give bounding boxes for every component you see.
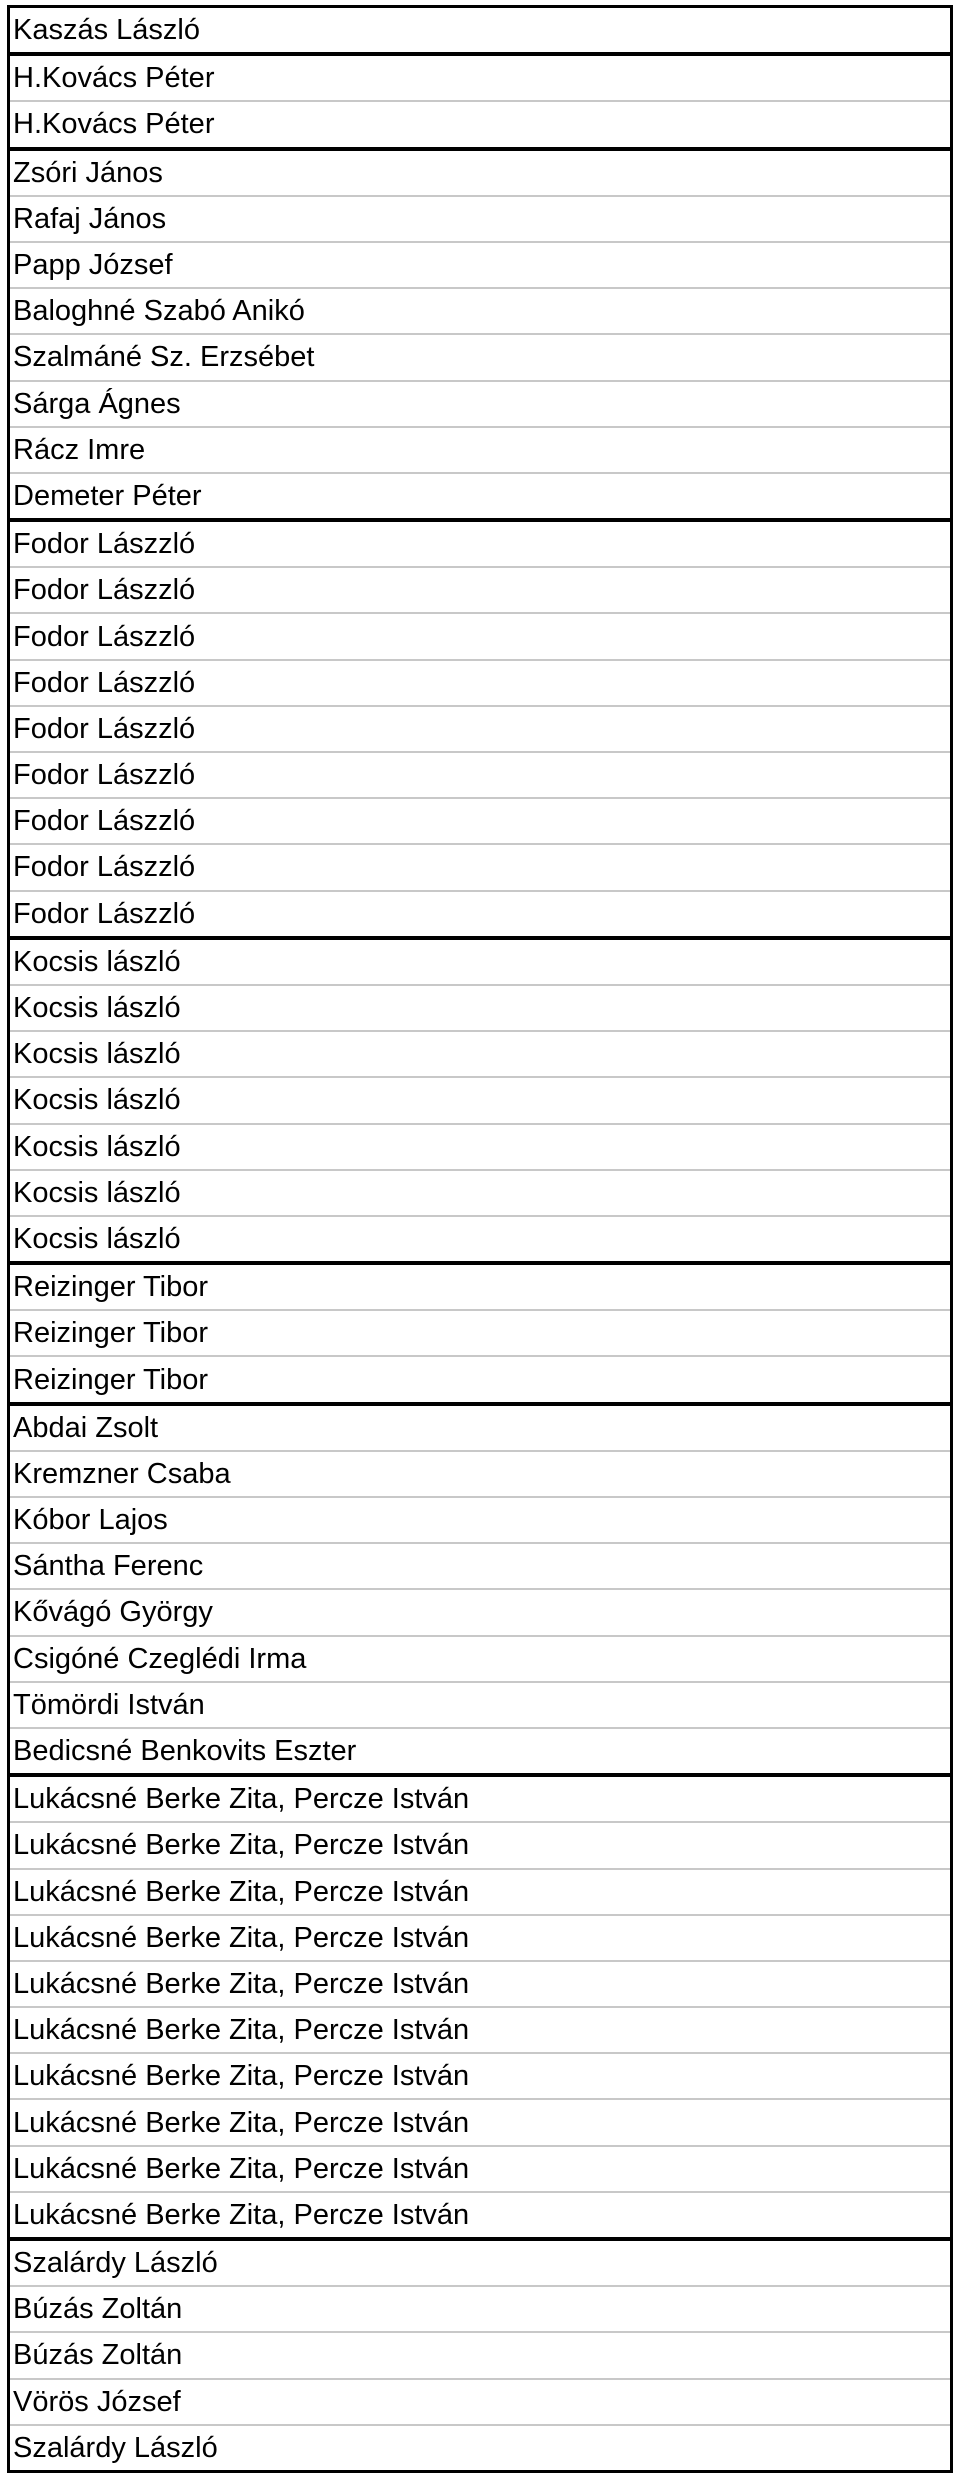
table-row (9, 1263, 952, 1310)
name-cell[interactable]: H.Kovács Péter (9, 54, 952, 101)
table-row (9, 1775, 952, 1822)
name-cell[interactable]: Kocsis lászló (9, 985, 952, 1031)
name-cell[interactable]: Szalmáné Sz. Erzsébet (9, 334, 952, 380)
table-row (9, 196, 952, 242)
table-row (9, 1543, 952, 1589)
name-cell[interactable]: Sárga Ágnes (9, 381, 952, 427)
name-cell[interactable]: Kocsis lászló (9, 1124, 952, 1170)
name-cell[interactable]: Szalárdy László (9, 2239, 952, 2286)
name-cell[interactable]: Lukácsné Berke Zita, Percze István (9, 1775, 952, 1822)
name-cell[interactable]: Csigóné Czeglédi Irma (9, 1636, 952, 1682)
table-row (9, 149, 952, 196)
table-row (9, 1869, 952, 1915)
table-row (9, 2286, 952, 2332)
table-row (9, 844, 952, 890)
table-row (9, 2146, 952, 2192)
name-cell[interactable]: Kocsis lászló (9, 1031, 952, 1077)
table-row (9, 706, 952, 752)
table-row (9, 1404, 952, 1451)
name-cell[interactable]: Zsóri János (9, 149, 952, 196)
table-row (9, 1356, 952, 1403)
name-cell[interactable]: Kővágó György (9, 1589, 952, 1635)
name-cell[interactable]: Abdai Zsolt (9, 1404, 952, 1451)
name-cell[interactable]: Kocsis lászló (9, 1216, 952, 1263)
table-row (9, 1124, 952, 1170)
name-cell[interactable]: Búzás Zoltán (9, 2332, 952, 2378)
name-cell[interactable]: Kocsis lászló (9, 1077, 952, 1123)
table-row (9, 1961, 952, 2007)
names-table-body (9, 7, 952, 2472)
name-cell[interactable]: Lukácsné Berke Zita, Percze István (9, 2146, 952, 2192)
name-cell[interactable]: Lukácsné Berke Zita, Percze István (9, 2192, 952, 2239)
name-cell[interactable]: H.Kovács Péter (9, 101, 952, 148)
table-row (9, 938, 952, 985)
table-row (9, 1216, 952, 1263)
table-row (9, 1915, 952, 1961)
name-cell[interactable]: Lukácsné Berke Zita, Percze István (9, 1822, 952, 1868)
table-row (9, 613, 952, 659)
table-row (9, 1728, 952, 1775)
name-cell[interactable]: Fodor Lászzló (9, 752, 952, 798)
table-row (9, 1822, 952, 1868)
name-cell[interactable]: Rácz Imre (9, 427, 952, 473)
table-row (9, 2192, 952, 2239)
table-row (9, 2007, 952, 2053)
table-row (9, 2425, 952, 2472)
name-cell[interactable]: Tömördi István (9, 1682, 952, 1728)
name-cell[interactable]: Fodor Lászzló (9, 613, 952, 659)
table-row (9, 7, 952, 55)
table-row (9, 381, 952, 427)
table-row (9, 1682, 952, 1728)
table-row (9, 567, 952, 613)
name-cell[interactable]: Lukácsné Berke Zita, Percze István (9, 2053, 952, 2099)
name-cell[interactable]: Baloghné Szabó Anikó (9, 288, 952, 334)
table-row (9, 520, 952, 567)
table-row (9, 334, 952, 380)
name-cell[interactable]: Fodor Lászzló (9, 706, 952, 752)
name-cell[interactable]: Papp József (9, 242, 952, 288)
table-row (9, 1497, 952, 1543)
table-row (9, 1636, 952, 1682)
table-row (9, 891, 952, 938)
table-row (9, 798, 952, 844)
table-row (9, 985, 952, 1031)
name-cell[interactable]: Reizinger Tibor (9, 1310, 952, 1356)
table-row (9, 1077, 952, 1123)
name-cell[interactable]: Reizinger Tibor (9, 1356, 952, 1403)
table-row (9, 1589, 952, 1635)
name-cell[interactable]: Lukácsné Berke Zita, Percze István (9, 1869, 952, 1915)
name-cell[interactable]: Bedicsné Benkovits Eszter (9, 1728, 952, 1775)
name-cell[interactable]: Lukácsné Berke Zita, Percze István (9, 1961, 952, 2007)
name-cell[interactable]: Szalárdy László (9, 2425, 952, 2472)
name-cell[interactable]: Fodor Lászzló (9, 844, 952, 890)
name-cell[interactable]: Fodor Lászzló (9, 567, 952, 613)
name-cell[interactable]: Fodor Lászzló (9, 891, 952, 938)
names-table (7, 5, 953, 2473)
table-row (9, 427, 952, 473)
table-row (9, 2099, 952, 2145)
table-row (9, 660, 952, 706)
name-cell[interactable]: Kóbor Lajos (9, 1497, 952, 1543)
name-cell[interactable]: Fodor Lászzló (9, 798, 952, 844)
name-cell[interactable]: Fodor Lászzló (9, 660, 952, 706)
table-row (9, 2332, 952, 2378)
name-cell[interactable]: Kocsis lászló (9, 938, 952, 985)
table-row (9, 752, 952, 798)
name-cell[interactable]: Búzás Zoltán (9, 2286, 952, 2332)
table-row (9, 101, 952, 148)
table-row (9, 288, 952, 334)
name-cell[interactable]: Sántha Ferenc (9, 1543, 952, 1589)
table-row (9, 1031, 952, 1077)
name-cell[interactable]: Lukácsné Berke Zita, Percze István (9, 1915, 952, 1961)
table-row (9, 1170, 952, 1216)
name-cell[interactable]: Lukácsné Berke Zita, Percze István (9, 2099, 952, 2145)
name-cell[interactable]: Kaszás László (9, 7, 952, 55)
table-row (9, 54, 952, 101)
name-cell[interactable]: Vörös József (9, 2379, 952, 2425)
table-row (9, 1451, 952, 1497)
name-cell[interactable]: Lukácsné Berke Zita, Percze István (9, 2007, 952, 2053)
table-row (9, 473, 952, 520)
name-cell[interactable]: Demeter Péter (9, 473, 952, 520)
table-row (9, 2379, 952, 2425)
table-row (9, 2239, 952, 2286)
table-row (9, 1310, 952, 1356)
name-cell[interactable]: Kocsis lászló (9, 1170, 952, 1216)
name-cell[interactable]: Fodor Lászzló (9, 520, 952, 567)
name-cell[interactable]: Rafaj János (9, 196, 952, 242)
table-row (9, 242, 952, 288)
name-cell[interactable]: Kremzner Csaba (9, 1451, 952, 1497)
name-cell[interactable]: Reizinger Tibor (9, 1263, 952, 1310)
table-row (9, 2053, 952, 2099)
